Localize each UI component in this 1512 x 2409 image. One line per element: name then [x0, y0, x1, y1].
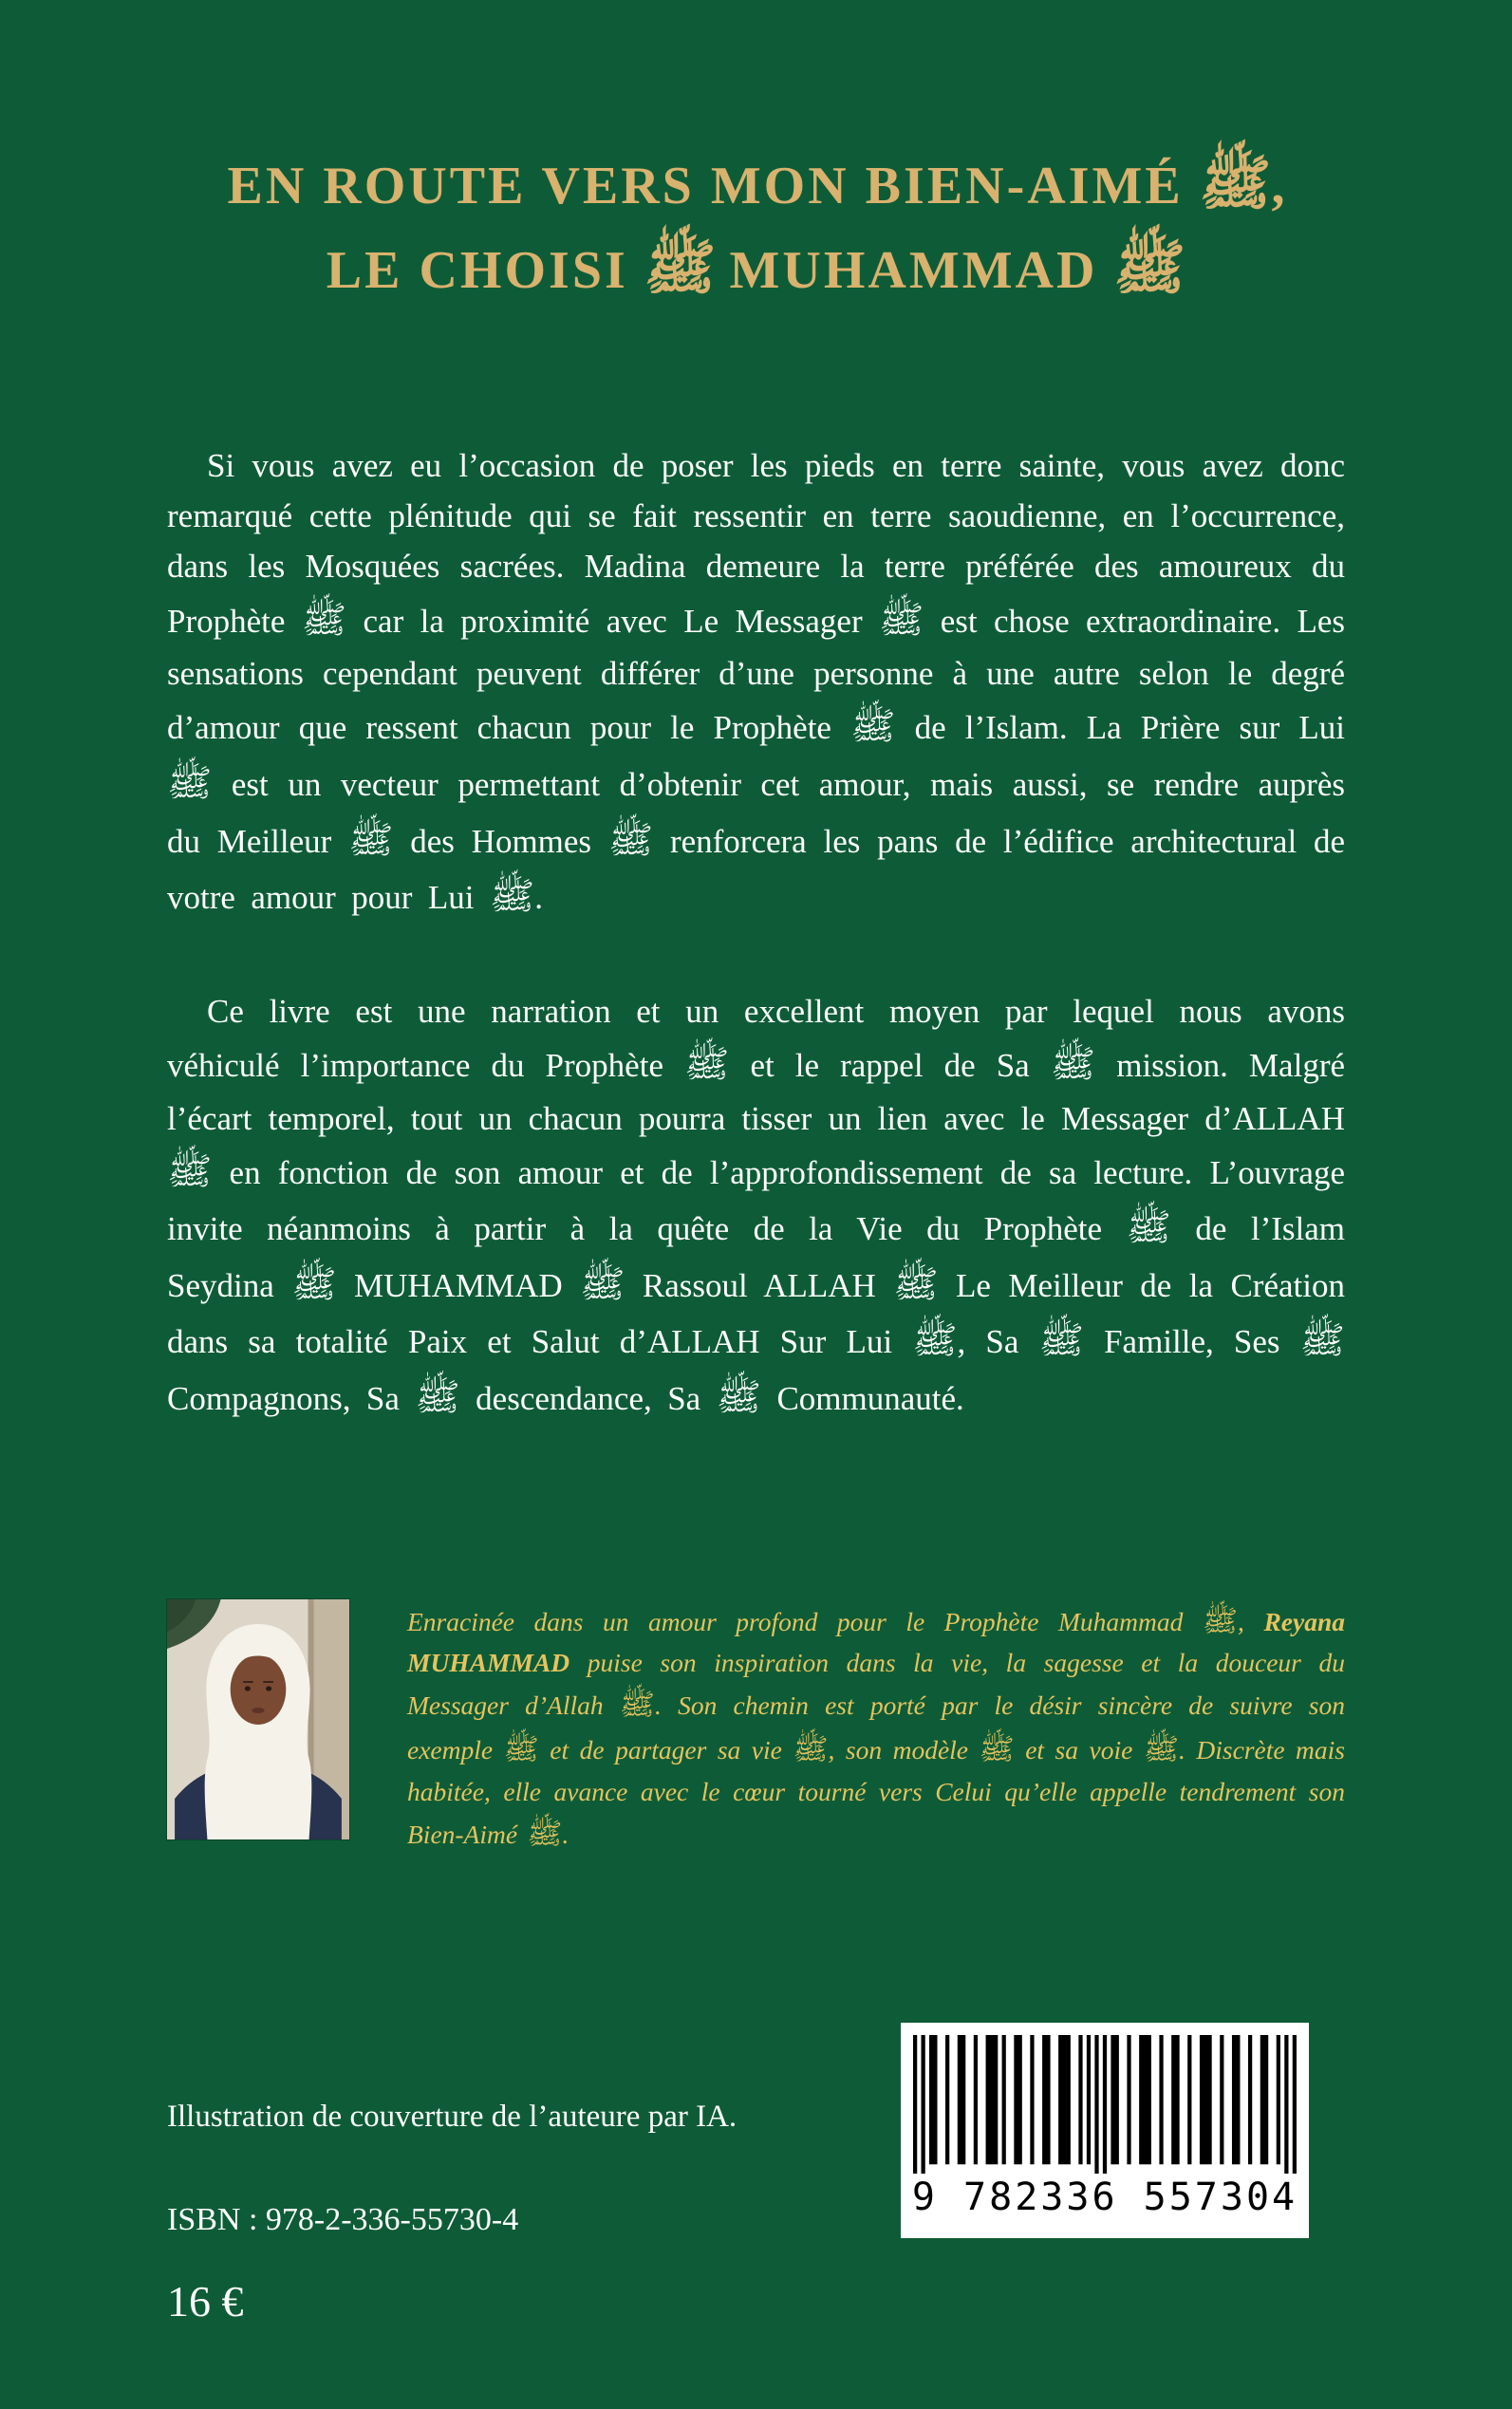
author-portrait-illustration: [167, 1599, 349, 1839]
author-name: Reyana MUHAMMAD: [407, 1606, 1345, 1678]
cover-illustration-credit: Illustration de couverture de l’auteure par IA.: [167, 2100, 737, 2134]
price-text: 16 €: [167, 2277, 244, 2325]
blurb-paragraph-2: Ce livre est une narration et un excellent moyen par lequel nous avons véhiculé l’importance du Prophète ﷺ et le rappel de Sa ﷺ mission. Malgré l’écart temporel, tout un chacun pourra tisser un lien avec le Messager d’ALLAH ﷺ en fonction de son amour et de l’approfondissement de sa lecture. L’ouvrage invite néanmoins à partir à la quête de la Vie du Prophète ﷺ de l’Islam Seydina ﷺ MUHAMMAD ﷺ Rassoul ALLAH ﷺ Le Meilleur de la Création dans sa totalité Paix et Salut d’ALLAH Sur Lui ﷺ, Sa ﷺ Famille, Ses ﷺ Compagnons, Sa ﷺ descendance, Sa ﷺ Communauté.: [167, 992, 1346, 1419]
title-line-1: EN ROUTE VERS MON BIEN-AIMÉ ﷺ,: [227, 148, 1285, 217]
title-line-2: LE CHOISI ﷺ MUHAMMAD ﷺ: [326, 233, 1186, 303]
blurb-paragraph-1: Si vous avez eu l’occasion de poser les pieds en terre sainte, vous avez donc remarqué cette plénitude qui se fait ressentir en terre saoudienne, en l’occurrence, dans les Mosquées sacrées. Madina demeure la terre préférée des amoureux du Prophète ﷺ car la proximité avec Le Messager ﷺ est chose extraordinaire. Les sensations cependant peuvent différer d’une personne à une autre selon le degré d’amour que ressent chacun pour le Prophète ﷺ de l’Islam. La Prière sur Lui ﷺ est un vecteur permettant d’obtenir cet amour, mais aussi, se rendre auprès du Meilleur ﷺ des Hommes ﷺ renforcera les pans de l’édifice architectural de votre amour pour Lui ﷺ.: [167, 447, 1345, 919]
barcode-bars: [913, 2035, 1297, 2174]
author-bio-text: [407, 1599, 1345, 1857]
author-bio: [0, 1599, 1512, 1857]
bio-text-rest: puise son inspiration dans la vie, la sagesse et la douceur du Messager d’Allah ﷺ. Son chemin est porté par le désir sincère de suivre son exemple ﷺ et de partager sa vie ﷺ, son modèle ﷺ et sa voie ﷺ. Discrète mais habitée, elle avance avec le cœur tourné vers Celui qu’elle appelle tendrement son Bien-Aimé ﷺ.: [407, 1648, 1345, 1851]
bio-text-lead: Enracinée dans un amour profond pour le Prophète Muhammad ﷺ,: [407, 1603, 1264, 1638]
barcode-number: 9 782336 557304: [911, 2176, 1298, 2219]
back-blurb: [0, 440, 1512, 1426]
book-title: [0, 0, 1512, 309]
author-photo: [167, 1599, 349, 1839]
barcode: [901, 2023, 1309, 2238]
isbn-text: ISBN : 978-2-336-55730-4: [167, 2202, 519, 2237]
